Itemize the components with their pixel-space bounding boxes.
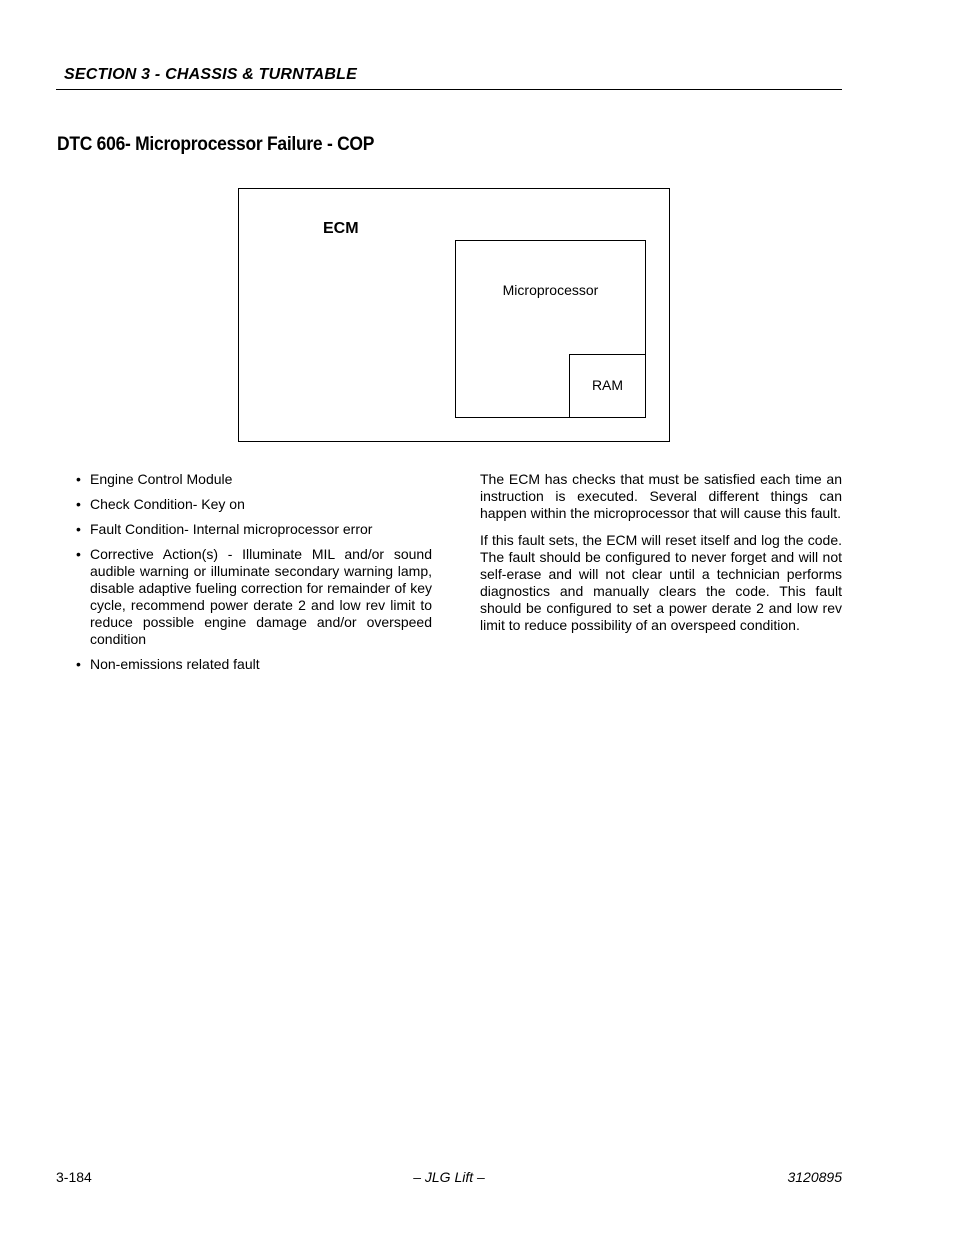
page-header (56, 64, 842, 90)
ram-label: RAM (591, 377, 624, 393)
bullet-marker: • (76, 471, 81, 487)
bullet-list (72, 471, 432, 673)
list-item (72, 521, 432, 538)
bullet-marker: • (76, 496, 81, 512)
microprocessor-box (455, 240, 646, 418)
ram-box (569, 354, 646, 418)
list-item (72, 546, 432, 648)
ecm-box (238, 188, 670, 442)
ecm-diagram (238, 188, 670, 442)
bullet-marker: • (76, 546, 81, 562)
list-item-text: Corrective Action(s) - Illuminate MIL and/or sound audible warning or illuminate secondary warning lamp, disable adaptive fueling correction for remainder of key cycle, recommend power derate 2 and low rev limit to reduce possible engine damage and/or overspeed condition (90, 546, 432, 647)
microprocessor-label: Microprocessor (502, 282, 599, 298)
ecm-label: ECM (323, 220, 359, 237)
section-title: SECTION 3 - CHASSIS & TURNTABLE (64, 66, 358, 83)
list-item-text: Check Condition- Key on (90, 496, 245, 512)
description-paragraph: The ECM has checks that must be satisfied each time an instruction is executed. Several different things can happen within the microprocessor that will cause this fault. (480, 471, 842, 521)
list-item-text: Non-emissions related fault (90, 656, 260, 672)
list-item (72, 496, 432, 513)
page-number: 3-184 (56, 1169, 92, 1185)
description-column (480, 471, 842, 644)
list-item-text: Engine Control Module (90, 471, 233, 487)
list-item (72, 471, 432, 488)
document-number: 3120895 (787, 1169, 842, 1185)
footer-brand: – JLG Lift – (413, 1169, 485, 1185)
bullet-column (72, 471, 432, 681)
bullet-marker: • (76, 656, 81, 672)
list-item (72, 656, 432, 673)
bullet-marker: • (76, 521, 81, 537)
list-item-text: Fault Condition- Internal microprocessor error (90, 521, 373, 537)
description-paragraph: If this fault sets, the ECM will reset itself and log the code. The fault should be configured to never forget and will not self-erase and will not clear until a technician performs diagnostics and manually clears the code. This fault should be configured to set a power derate 2 and low rev limit to reduce possibility of an overspeed condition. (480, 532, 842, 633)
page-heading: DTC 606- Microprocessor Failure - COP (57, 134, 375, 155)
